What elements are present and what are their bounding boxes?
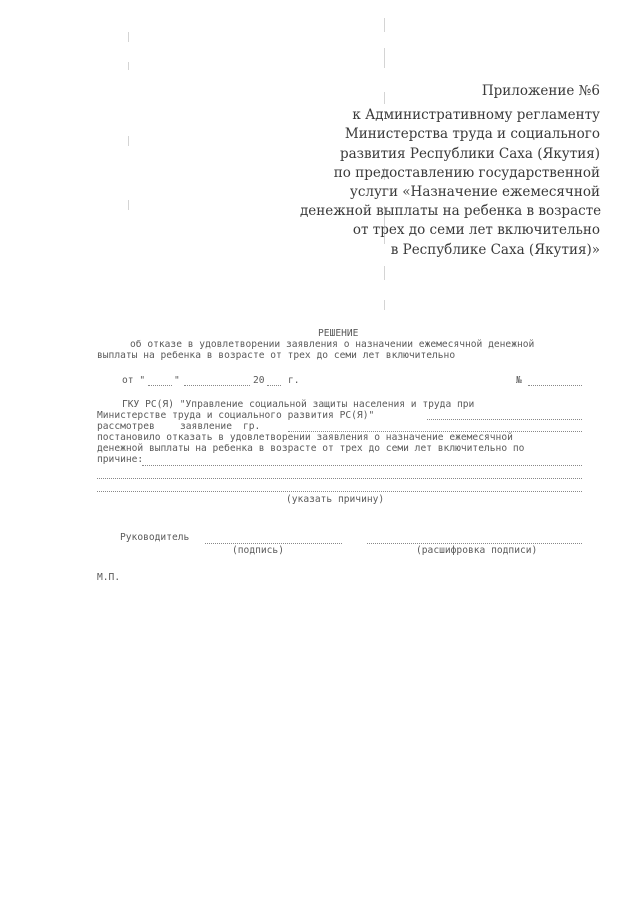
- date-quote: ": [174, 375, 180, 386]
- fold-mark: [384, 48, 385, 68]
- body-line4: постановило отказать в удовлетворении заявления о назначение ежемесячной: [97, 432, 513, 443]
- date-month-field[interactable]: [184, 385, 250, 386]
- signature-decode-line[interactable]: [367, 543, 582, 544]
- appendix-line: услуги «Назначение ежемесячной: [349, 184, 600, 201]
- fold-mark: [384, 18, 385, 32]
- body-line6: причине:: [97, 454, 144, 465]
- body-line5: денежной выплаты на ребенка в возрасте от трех до семи лет включительно по: [97, 443, 525, 454]
- decision-title: РЕШЕНИЕ: [318, 328, 359, 339]
- signature-caption: (подпись): [232, 545, 284, 556]
- number-field[interactable]: [528, 385, 582, 386]
- appendix-line: в Республике Саха (Якутия)»: [390, 241, 600, 258]
- appendix-line: по предоставлению государственной: [333, 164, 600, 181]
- reason-line[interactable]: [142, 465, 582, 466]
- decision-subject-line1: об отказе в удовлетворении заявления о назначении ежемесячной денежной: [130, 339, 535, 350]
- body-line1: ГКУ РС(Я) "Управление социальной защиты населения и труда при: [122, 399, 475, 410]
- body-line3-considered: рассмотрев: [97, 421, 155, 432]
- body-line3-application: заявление: [180, 421, 232, 432]
- date-year-prefix: 20: [253, 375, 265, 386]
- fold-mark: [128, 32, 129, 42]
- reason-line[interactable]: [97, 478, 582, 479]
- fold-mark: [384, 266, 385, 280]
- appendix-header: [300, 82, 600, 260]
- date-day-field[interactable]: [148, 385, 172, 386]
- head-label: Руководитель: [120, 532, 190, 543]
- appendix-line: развития Республики Саха (Якутия): [339, 145, 600, 162]
- number-sign: №: [516, 375, 522, 386]
- appendix-line: Приложение №6: [481, 83, 600, 99]
- decision-subject-line2: выплаты на ребенка в возрасте от трех до семи лет включительно: [97, 350, 456, 361]
- appendix-line: к Административному регламенту: [352, 107, 600, 124]
- fold-mark: [128, 136, 129, 146]
- appendix-line: Министерства труда и социального: [344, 126, 600, 143]
- fold-mark: [384, 300, 385, 310]
- fold-mark: [128, 62, 129, 70]
- stamp-label: М.П.: [97, 572, 121, 583]
- body-line2: Министерстве труда и социального развития РС(Я)": [97, 410, 375, 421]
- reason-line[interactable]: [97, 491, 582, 492]
- appendix-line: денежной выплаты на ребенка в возрасте: [300, 203, 602, 220]
- body-line2-field[interactable]: [427, 419, 582, 420]
- date-prefix: от ": [122, 375, 146, 386]
- signature-line[interactable]: [205, 543, 342, 544]
- reason-caption: (указать причину): [286, 494, 385, 505]
- date-suffix: г.: [288, 375, 300, 386]
- appendix-line: от трех до семи лет включительно: [352, 222, 600, 239]
- fold-mark: [128, 200, 129, 210]
- body-line3-citizen: гр.: [243, 421, 261, 432]
- signature-decode-caption: (расшифровка подписи): [416, 545, 538, 556]
- date-year-field[interactable]: [267, 385, 281, 386]
